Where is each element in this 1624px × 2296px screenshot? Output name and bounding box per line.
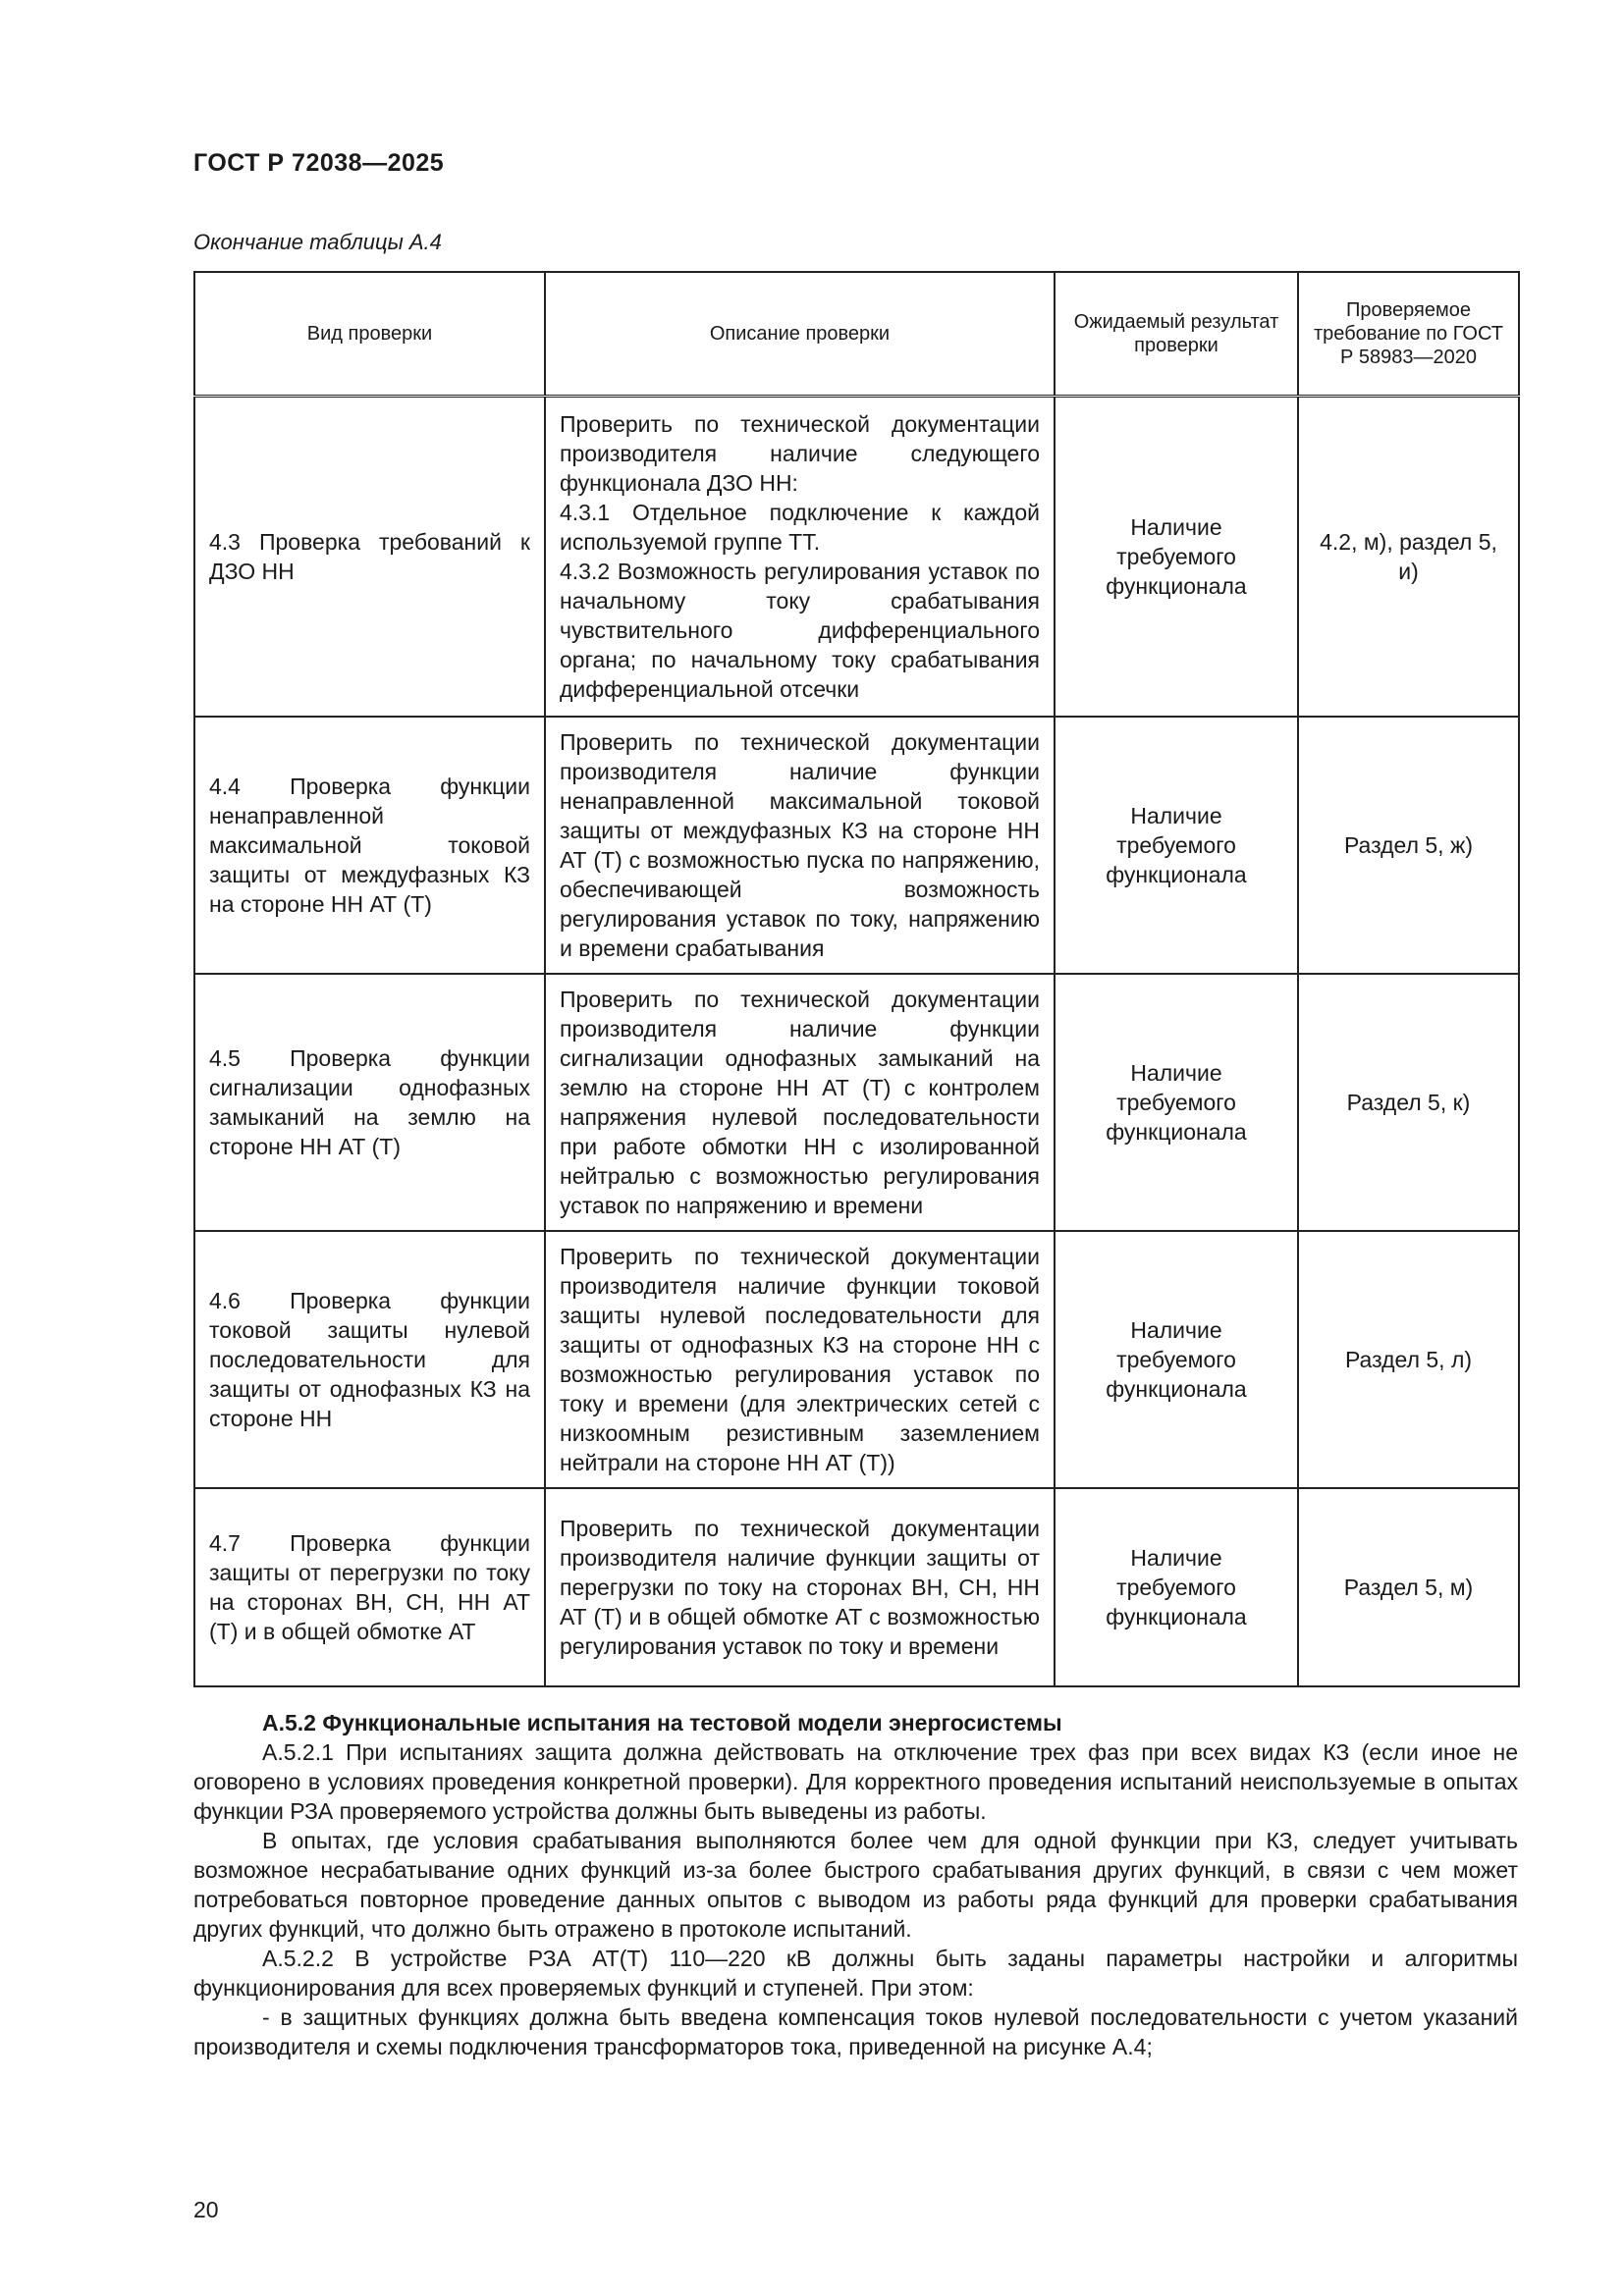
description-cell	[545, 1488, 1055, 1686]
description-line: Проверить по технической документации производителя наличие функции токовой защиты нулевой последовательности для защиты от однофазных КЗ на стороне НН с возможностью регулирования уставок по току и времени (для электрических сетей с низкоомным резистивным заземлением нейтрали на стороне НН АТ (Т))	[560, 1243, 1040, 1475]
table-row	[194, 717, 1519, 974]
description-line: Проверить по технической документации производителя наличие функции ненаправленной максимальной токовой защиты от междуфазных КЗ на стороне НН АТ (Т) с возможностью пуска по напряжению, обеспечивающей возможность регулирования уставок по току, напряжению и времени срабатывания	[560, 728, 1040, 961]
check-type-cell: 4.6 Проверка функции токовой защиты нулевой последовательности для защиты от однофазных КЗ на стороне НН	[194, 1231, 545, 1488]
check-type-cell: 4.4 Проверка функции ненаправленной максимальной токовой защиты от междуфазных КЗ на стороне НН АТ (Т)	[194, 717, 545, 974]
description-cell	[545, 1231, 1055, 1488]
requirement-cell: Раздел 5, л)	[1298, 1231, 1519, 1488]
description-cell	[545, 974, 1055, 1231]
description-line: 4.3.1 Отдельное подключение к каждой используемой группе ТТ.	[560, 499, 1040, 555]
column-header-requirement: Проверяемое требование по ГОСТ Р 58983—2020	[1298, 272, 1519, 397]
table-row	[194, 1488, 1519, 1686]
requirement-cell: Раздел 5, м)	[1298, 1488, 1519, 1686]
requirement-cell: Раздел 5, ж)	[1298, 717, 1519, 974]
description-line: Проверить по технической документации производителя наличие функции защиты от перегрузки по току на сторонах ВН, СН, НН АТ (Т) и в общей обмотке АТ с возможностью регулирования уставок по току и времени	[560, 1515, 1040, 1659]
table-row	[194, 1231, 1519, 1488]
expected-result-cell: Наличие требуемого функционала	[1055, 397, 1298, 717]
requirements-table	[193, 271, 1520, 1687]
expected-result-cell: Наличие требуемого функционала	[1055, 717, 1298, 974]
body-paragraph: - в защитных функциях должна быть введена компенсация токов нулевой последовательности с учетом указаний производителя и схемы подключения трансформаторов тока, приведенной на рисунке А.4;	[193, 2004, 1518, 2059]
expected-result-cell: Наличие требуемого функционала	[1055, 1488, 1298, 1686]
document-header: ГОСТ Р 72038—2025	[193, 149, 445, 177]
expected-result-cell: Наличие требуемого функционала	[1055, 974, 1298, 1231]
requirement-cell: 4.2, м), раздел 5, и)	[1298, 397, 1519, 717]
section-subheading: А.5.2 Функциональные испытания на тестовой модели энергосистемы	[262, 1710, 1062, 1735]
column-header-expected-result: Ожидаемый результат проверки	[1055, 272, 1298, 397]
table-caption: Окончание таблицы А.4	[193, 230, 442, 254]
body-paragraph: А.5.2.1 При испытаниях защита должна действовать на отключение трех фаз при всех видах КЗ (если иное не оговорено в условиях проведения конкретной проверки). Для корректного проведения испытаний неиспользуемые в опытах функции РЗА проверяемого устройства должны быть выведены из работы.	[193, 1739, 1518, 1824]
expected-result-cell: Наличие требуемого функционала	[1055, 1231, 1298, 1488]
description-cell	[545, 397, 1055, 717]
table-row	[194, 397, 1519, 717]
check-type-cell: 4.7 Проверка функции защиты от перегрузки по току на сторонах ВН, СН, НН АТ (Т) и в общей обмотке АТ	[194, 1488, 545, 1686]
description-line: Проверить по технической документации производителя наличие следующего функционала ДЗО НН:	[560, 410, 1040, 496]
page-number: 20	[193, 2197, 219, 2222]
check-type-cell: 4.3 Проверка требований к ДЗО НН	[194, 397, 545, 717]
check-type-cell: 4.5 Проверка функции сигнализации однофазных замыканий на землю на стороне НН АТ (Т)	[194, 974, 545, 1231]
table-header-row	[194, 272, 1519, 397]
column-header-check-type: Вид проверки	[194, 272, 545, 397]
description-line: Проверить по технической документации производителя наличие функции сигнализации однофазных замыканий на землю на стороне НН АТ (Т) с контролем напряжения нулевой последовательности при работе обмотки НН с изолированной нейтралью с возможностью регулирования уставок по напряжению и времени	[560, 986, 1040, 1218]
body-text	[193, 1708, 1518, 2061]
requirement-cell: Раздел 5, к)	[1298, 974, 1519, 1231]
body-paragraph: А.5.2.2 В устройстве РЗА АТ(Т) 110—220 кВ должны быть заданы параметры настройки и алгоритмы функционирования для всех проверяемых функций и ступеней. При этом:	[193, 1946, 1518, 2001]
description-cell	[545, 717, 1055, 974]
body-paragraph: В опытах, где условия срабатывания выполняются более чем для одной функции при КЗ, следует учитывать возможное несрабатывание одних функций из-за более быстрого срабатывания других функций, в связи с чем может потребоваться повторное проведение данных опытов с выводом из работы ряда функций для проверки срабатывания других функций, что должно быть отражено в протоколе испытаний.	[193, 1828, 1518, 1942]
table-row	[194, 974, 1519, 1231]
description-line: 4.3.2 Возможность регулирования уставок по начальному току срабатывания чувствительного дифференциального органа; по начальному току срабатывания дифференциальной отсечки	[560, 558, 1040, 702]
column-header-description: Описание проверки	[545, 272, 1055, 397]
